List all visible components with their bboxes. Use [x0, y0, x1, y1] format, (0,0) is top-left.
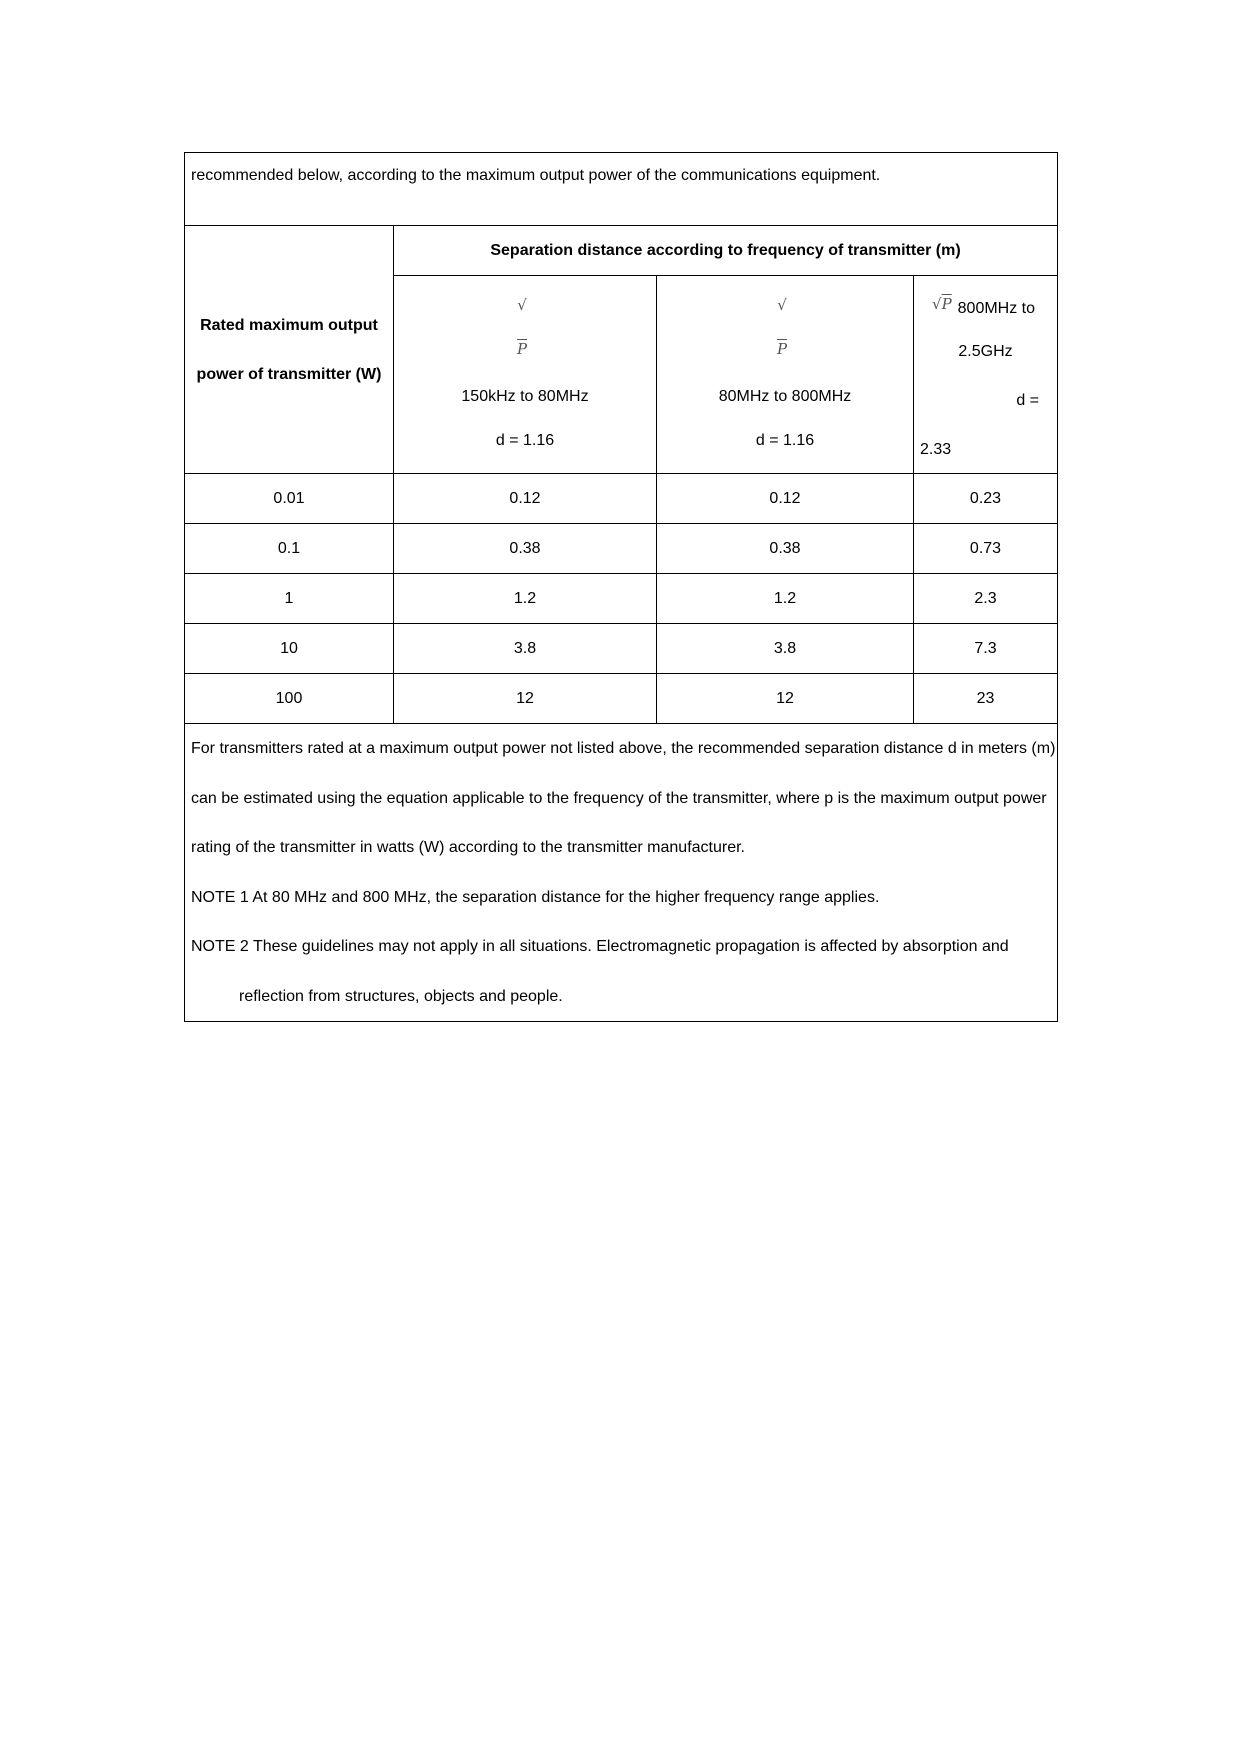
power-header-cell: [185, 226, 394, 474]
freq-col-3-range-part2: 2.5GHz: [958, 343, 1013, 360]
freq-col-3-formula-part1: d =: [1016, 392, 1039, 409]
table-row: [185, 674, 1058, 724]
distance-cell-2: 0.12: [657, 474, 914, 524]
distance-cell-2: 0.38: [657, 524, 914, 574]
sqrt-p-symbol: √ P: [516, 295, 528, 358]
freq-col-2-range: 80MHz to 800MHz: [718, 387, 852, 405]
header-row-1: [185, 226, 1058, 276]
table-row: [185, 474, 1058, 524]
freq-col-3-range-part1: 800MHz to: [957, 300, 1036, 317]
footer-line-1: For transmitters rated at a maximum output power not listed above, the recommended separation distance d in meters (m): [191, 740, 1056, 757]
power-cell: 1: [185, 574, 394, 624]
power-cell: 100: [185, 674, 394, 724]
separation-header-cell: [394, 226, 1058, 276]
freq-col-2-formula: d = 1.16: [755, 431, 815, 449]
freq-col-3-range-line1: [932, 286, 1035, 331]
footer-line-2: can be estimated using the equation applicable to the frequency of the transmitter, where p is the maximum output power: [191, 789, 1047, 807]
distance-cell-3: 0.73: [914, 524, 1058, 574]
footer-cell: [185, 724, 1058, 1022]
table-row: [185, 524, 1058, 574]
footer-line-3: rating of the transmitter in watts (W) according to the transmitter manufacturer.: [191, 839, 745, 856]
freq-col-1-range: 150kHz to 80MHz: [461, 387, 589, 405]
power-cell: 0.01: [185, 474, 394, 524]
distance-cell-3: 0.23: [914, 474, 1058, 524]
distance-cell-2: 3.8: [657, 624, 914, 674]
distance-cell-3: 2.3: [914, 574, 1058, 624]
distance-cell-2: 12: [657, 674, 914, 724]
separation-header-text: Separation distance according to frequency of transmitter (m): [490, 241, 961, 259]
freq-col-2-range-line: [657, 287, 913, 419]
intro-cell: [185, 153, 1058, 226]
sqrt-p-symbol: √P: [932, 295, 952, 313]
freq-col-1-range-line: [394, 287, 656, 419]
distance-cell-2: 1.2: [657, 574, 914, 624]
power-header-line1: Rated maximum output: [200, 316, 378, 334]
freq-col-1: [394, 276, 657, 474]
intro-row: [185, 153, 1058, 226]
table-row: [185, 574, 1058, 624]
freq-col-3-formula-part2: 2.33: [920, 441, 952, 458]
distance-cell-1: 0.38: [394, 524, 657, 574]
intro-text: recommended below, according to the maximum output power of the communications equipment.: [191, 167, 881, 184]
note-1: NOTE 1 At 80 MHz and 800 MHz, the separation distance for the higher frequency range applies.: [191, 888, 880, 906]
note-2-line-2: reflection from structures, objects and people.: [239, 987, 563, 1005]
freq-col-1-formula: d = 1.16: [495, 431, 555, 449]
distance-cell-1: 1.2: [394, 574, 657, 624]
power-cell: 10: [185, 624, 394, 674]
separation-distance-table: [184, 152, 1058, 1022]
power-cell: 0.1: [185, 524, 394, 574]
distance-cell-3: 7.3: [914, 624, 1058, 674]
table-row: [185, 624, 1058, 674]
power-header-line2: power of transmitter (W): [196, 365, 382, 383]
footer-row: [185, 724, 1058, 1022]
distance-cell-1: 3.8: [394, 624, 657, 674]
distance-cell-1: 12: [394, 674, 657, 724]
distance-cell-1: 0.12: [394, 474, 657, 524]
freq-col-3: [914, 276, 1058, 474]
distance-cell-3: 23: [914, 674, 1058, 724]
note-2-line-1: NOTE 2 These guidelines may not apply in all situations. Electromagnetic propagation is affected by absorption and: [191, 938, 1009, 955]
sqrt-p-symbol: √ P: [776, 295, 788, 358]
freq-col-2: [657, 276, 914, 474]
